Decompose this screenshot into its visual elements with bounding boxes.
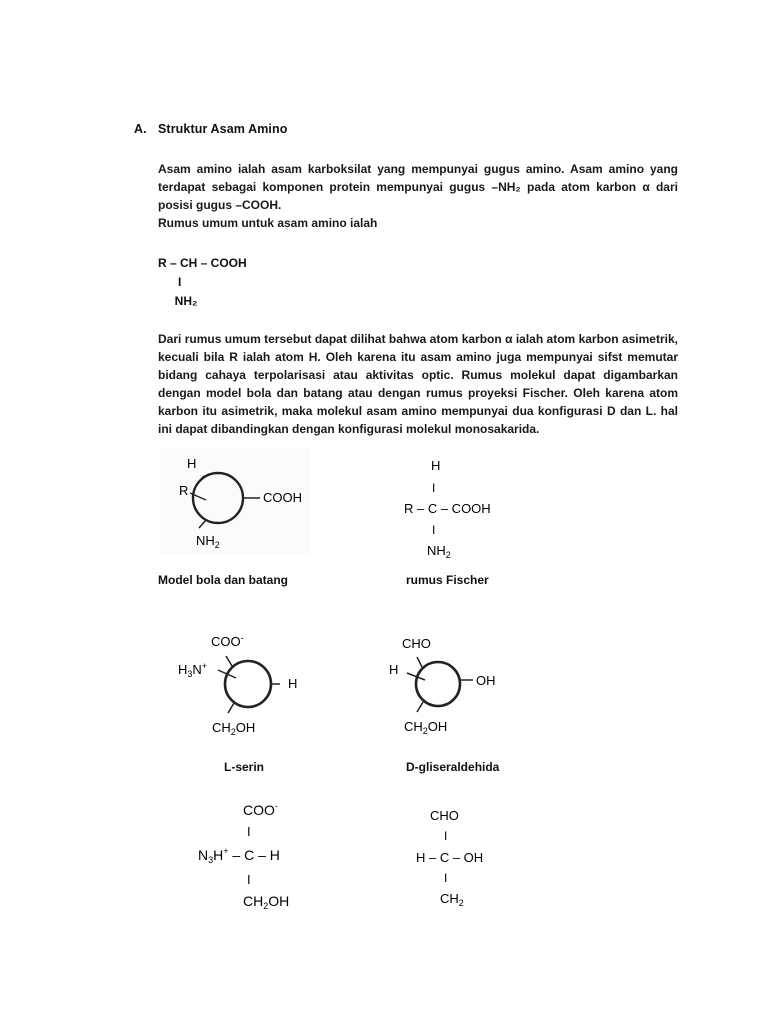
glis-ch2oh: $CH_2OH$	[404, 719, 448, 736]
glis-bond-cho	[417, 657, 422, 667]
fserin-top: COO-	[243, 801, 278, 818]
general-formula-row1: R – CH – COOH	[158, 256, 247, 270]
caption-ball-stick: Model bola dan batang	[158, 573, 289, 587]
label-cooh: COOH	[263, 490, 302, 505]
fischer-bar-bottom: I	[432, 523, 436, 537]
ball-stick-model-diagram	[160, 448, 310, 554]
label-r: R	[179, 483, 189, 498]
fglis-bar-top: I	[444, 829, 448, 843]
glis-h: H	[389, 662, 399, 677]
serin-h3n: $H_3N^+$	[178, 661, 208, 679]
glis-bond-ch2oh	[417, 702, 423, 712]
fischer-projection-diagram	[398, 452, 508, 564]
serin-coo: COO-	[211, 633, 244, 649]
l-serin-fischer-diagram	[192, 798, 332, 916]
l-serin-diagram	[174, 628, 314, 742]
section-title: Struktur Asam Amino	[158, 122, 288, 136]
fserin-bottom: $CH_2OH$	[243, 893, 290, 911]
fserin-middle: $N_3H^+$ – C – H	[198, 846, 280, 865]
fserin-bar-bottom: I	[247, 872, 251, 887]
intro-formula-lead: Rumus umum untuk asam amino ialah	[158, 216, 378, 230]
d-gliseraldehida-fischer-diagram	[410, 802, 520, 914]
label-nh2: $NH_2$	[196, 533, 220, 550]
glis-oh: OH	[476, 673, 496, 688]
fischer-bar-top: I	[432, 481, 436, 495]
section-heading	[134, 122, 287, 136]
serin-bond-coo	[226, 656, 232, 666]
general-formula-row3: NH₂	[158, 294, 198, 308]
serin-bond-ch2oh	[228, 703, 234, 713]
fischer-h: H	[431, 458, 441, 473]
caption-fischer: rumus Fischer	[406, 573, 489, 587]
section-number: A.	[134, 122, 147, 136]
glis-cho: CHO	[402, 636, 431, 651]
label-h: H	[187, 456, 197, 471]
caption-l-serin: L-serin	[224, 760, 265, 774]
fserin-bar-top: I	[247, 824, 251, 839]
serin-ch2oh: $CH_2OH$	[212, 720, 256, 737]
fglis-middle: H – C – OH	[416, 850, 484, 865]
general-formula-row2: I	[158, 275, 182, 289]
fglis-top: CHO	[430, 808, 459, 823]
explanation-text: Dari rumus umum tersebut dapat dilihat bahwa atom karbon α ialah atom karbon asimetrik, kecuali bila R ialah atom H. Oleh karena itu asam amino juga mempunyai sifst memutar bidang cahaya terpolarisasi atau aktivitas optic. Rumus molekul dapat digambarkan dengan model bola dan batang atau dengan rumus proyeksi Fischer. Oleh karena atom karbon itu asimetrik, maka molekul asam amino mempunyai dua konfigurasi D dan L. hal ini dapat dibandingkan dengan konfigurasi molekul monosakarida.	[158, 332, 678, 436]
serin-h: H	[288, 676, 298, 691]
d-gliseraldehida-diagram	[385, 628, 515, 742]
fischer-nh2: $NH_2$	[427, 543, 451, 560]
fischer-middle: R – C – COOH	[404, 501, 491, 516]
glis-carbon-ball	[416, 662, 460, 706]
fglis-bottom: $CH_2$	[440, 891, 464, 908]
explanation-paragraph	[158, 330, 678, 438]
intro-text: Asam amino ialah asam karboksilat yang mempunyai gugus amino. Asam amino yang terdapat sebagai komponen protein mempunyai gugus –NH₂ pada atom karbon α dari posisi gugus –COOH.	[158, 162, 678, 212]
caption-d-gliseraldehida: D-gliseraldehida	[406, 760, 500, 774]
fglis-bar-bottom: I	[444, 871, 448, 885]
general-formula	[158, 254, 247, 311]
serin-carbon-ball	[225, 661, 271, 707]
intro-paragraph	[158, 160, 678, 232]
